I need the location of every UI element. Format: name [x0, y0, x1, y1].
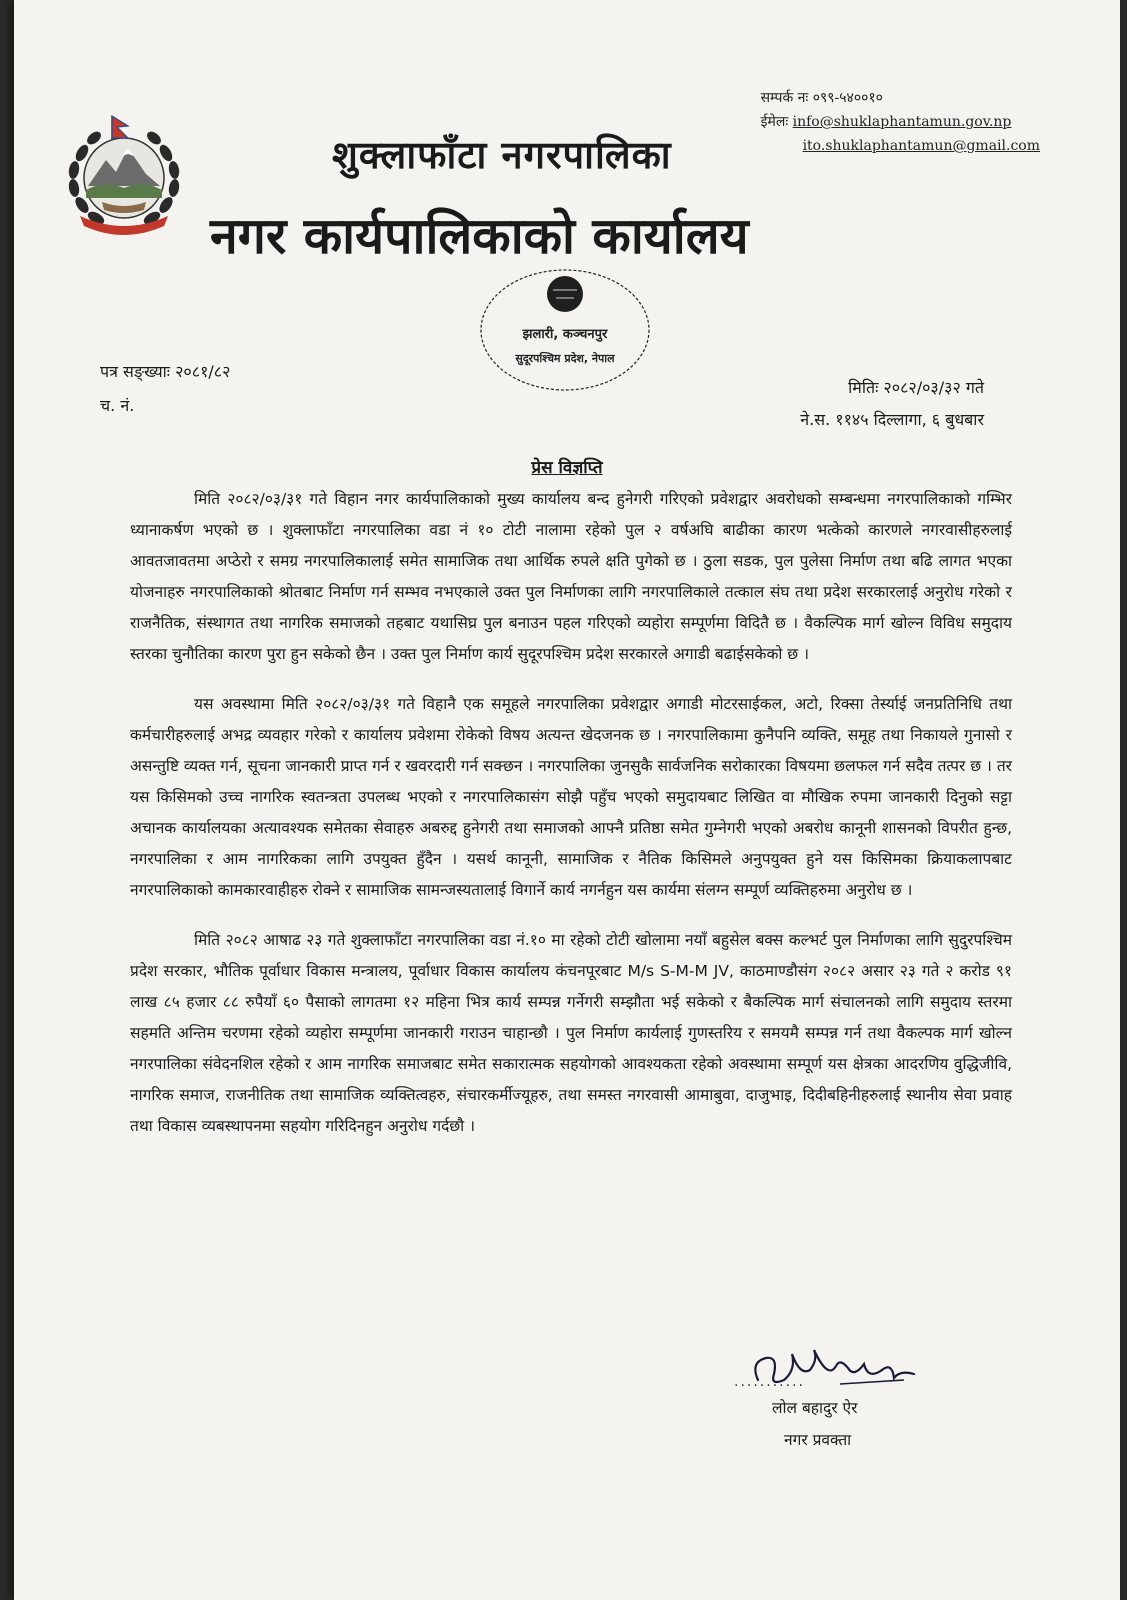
- date-block: [800, 372, 984, 436]
- signature-line: ...........: [734, 1374, 805, 1390]
- stamp-line-2: सुदूरपश्चिम प्रदेश, नेपाल: [515, 352, 615, 365]
- email-row-1: [761, 110, 1040, 134]
- letter-page: [14, 0, 1120, 1600]
- email-link-info[interactable]: info@shuklaphantamun.gov.np: [792, 114, 1012, 130]
- date-nepal-sambat: ने.स. ११४५ दिल्लागा, ६ बुधबार: [800, 410, 984, 429]
- handwritten-signature-icon: [744, 1340, 924, 1400]
- office-name: नगर कार्यपालिकाको कार्यालय: [210, 207, 749, 265]
- office-stamp-icon: [478, 264, 653, 394]
- email-link-ito[interactable]: ito.shuklaphantamun@gmail.com: [802, 138, 1040, 154]
- reference-block: [100, 355, 230, 423]
- subject-heading: [14, 455, 1120, 478]
- paragraph: मिति २०८२/०३/३१ गते विहान नगर कार्यपालिकाको मुख्य कार्यालय बन्द हुनेगरी गरिएको प्रवेशद्वार अवरोधको सम्बन्धमा नगरपालिकाको गम्भिर ध्यानाकर्षण भएको छ । शुक्लाफाँटा नगरपालिका वडा नं १० टोटी नालामा रहेको पुल २ वर्षअघि बाढीका कारण भत्केको कारणले नगरवासीहरुलाई आवतजावतमा अप्ठेरो र समग्र नगरपालिकालाई समेत सामाजिक तथा आर्थिक रुपले क्षति पुगेको छ । ठुला सडक, पुल पुलेसा निर्माण तथा बढि लागत भएका योजनाहरु नगरपालिकाको श्रोतबाट निर्माण गर्न सम्भव नभएकाले उक्त पुल निर्माणका लागि नगरपालिकाले तत्काल संघ तथा प्रदेश सरकारलाई अनुरोध गरेको र राजनैतिक, संस्थागत तथा नागरिक समाजको तहबाट यथासिघ्र पुल बनाउन पहल गरिएको व्यहोरा सम्पूर्णमा विदितै छ । वैकल्पिक मार्ग खोल्न विविध समुदाय स्तरका चुनौतिका कारण पुरा हुन सकेको छैन । उक्त पुल निर्माण कार्य सुदूरपश्चिम प्रदेश सरकारले अगाडी बढाईसकेको छ ।: [130, 490, 1012, 663]
- email-row-2: [761, 134, 1040, 158]
- subject-text: प्रेस विज्ञप्ति: [531, 458, 603, 478]
- letter-number: पत्र सङ्ख्याः २०८१/८२: [100, 362, 231, 381]
- signatory-designation: नगर प्रवक्ता: [784, 1431, 852, 1449]
- municipality-name: शुक्लाफाँटा नगरपालिका: [332, 133, 672, 177]
- signatory-name: लोल बहादुर ऐर: [772, 1399, 858, 1417]
- nepal-government-emblem-icon: [54, 98, 194, 238]
- paragraph: मिति २०८२ आषाढ २३ गते शुक्लाफाँटा नगरपालिका वडा नं.१० मा रहेको टोटी खोलामा नयाँ बहुसेल बक्स कल्भर्ट पुल निर्माणका लागि सुदुरपश्चिम प्रदेश सरकार, भौतिक पूर्वाधार विकास मन्त्रालय, पूर्वाधार विकास कार्यालय कंचनपूरबाट M/s S-M-M JV, काठमाण्डौसंग २०८२ असार २३ गते २ करोड ९१ लाख ८५ हजार ८८ रुपैयाँ ६० पैसाको लागतमा १२ महिना भित्र कार्य सम्पन्न गर्नेगरी सम्झौता भई सकेको र बैकल्पिक मार्ग संचालनको लागि समुदाय स्तरमा सहमति अन्तिम चरणमा रहेको व्यहोरा सम्पूर्णमा जानकारी गराउन चाहान्छौ । पुल निर्माण कार्यलाई गुणस्तरिय र समयमै सम्पन्न गर्न तथा वैकल्पक मार्ग खोल्न नगरपालिका संवेदनशिल रहेको र आम नागरिक समाजबाट समेत सकारात्मक सहयोगको आवश्यकता रहेको अवस्थामा सम्पूर्ण यस क्षेत्रका आदरणिय वुद्धिजीवि, नागरिक समाज, राजनीतिक तथा सामाजिक व्यक्तित्वहरु, संचारकर्मीज्यूहरु, तथा समस्त नगरवासी आमाबुवा, दाजुभाइ, दिदीबहिनीहरुलाई स्थानीय सेवा प्रवाह तथा विकास व्यबस्थापनमा सहयोग गरिदिनहुन अनुरोध गर्दछौ ।: [130, 931, 1012, 1135]
- contact-phone: सम्पर्क नः ०९९-५४००१०: [760, 90, 883, 106]
- dispatch-number: च. नं.: [100, 396, 135, 415]
- contact-block: [761, 86, 1040, 158]
- paragraph: यस अवस्थामा मिति २०८२/०३/३१ गते विहानै एक समूहले नगरपालिका प्रवेशद्वार अगाडी मोटरसाईकल, अटो, रिक्सा तेर्स्याई जनप्रतिनिधि तथा कर्मचारीहरुलाई अभद्र व्यवहार गरेको र कार्यालय प्रवेशमा रोकेको विषय अत्यन्त खेदजनक छ । नगरपालिकामा कुनैपनि व्यक्ति, समूह तथा निकायले गुनासो र असन्तुष्टि व्यक्त गर्न, सूचना जानकारी प्राप्त गर्न र खवरदारी गर्न सक्छन । नगरपालिका जुनसुकै सार्वजनिक सरोकारका विषयमा छलफल गर्न सदैव तत्पर छ । तर यस किसिमको उच्च नागरिक स्वतन्त्रता उपलब्ध भएको र नगरपालिकासंग सोझै पहुँच भएको समुदायबाट लिखित वा मौखिक रुपमा जानकारी दिनुको सट्टा अचानक कार्यालयका अत्यावश्यक समेतका सेवाहरु अबरुद्द हुनेगरी तथा समाजको आफ्नै प्रतिष्ठा समेत गुम्नेगरी भएको अबरोध कानूनी शासनको विपरीत हुन्छ, नगरपालिका र आम नागरिकका लागि उपयुक्त हुँदैन । यसर्थ कानूनी, सामाजिक र नैतिक किसिमले अनुपयुक्त हुने यस किसिमका क्रियाकलापबाट नगरपालिकाको कामकारवाहीहरु रोक्ने र सामाजिक सामन्जस्यतालाई विगार्ने कार्य नगर्नहुन यस कार्यमा संलग्न सम्पूर्ण व्यक्तिहरुमा अनुरोध छ ।: [130, 695, 1012, 899]
- stamp-line-1: झलारी, कञ्चनपुर: [522, 327, 608, 342]
- letter-body: [130, 484, 1012, 1161]
- email-label: ईमेलः: [760, 114, 789, 130]
- date-bikram-sambat: मितिः २०८२/०३/३२ गते: [848, 378, 984, 397]
